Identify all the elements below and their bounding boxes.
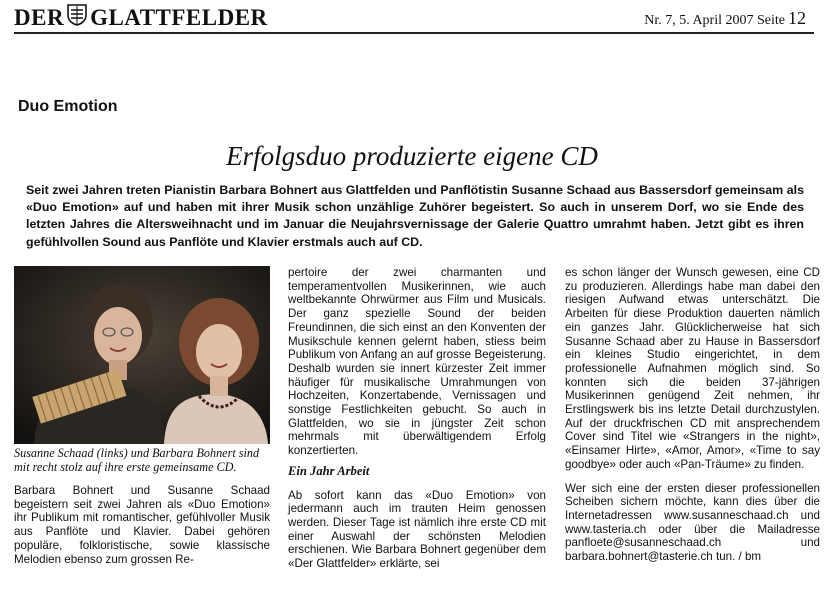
column-2 [288,266,546,578]
logo-word-glattfelder: GLATTFELDER [90,4,268,30]
subheading: Ein Jahr Arbeit [288,463,370,478]
column-3 [565,266,820,571]
issue-info [644,8,806,31]
body-paragraph: es schon länger der Wunsch gewesen, eine CD zu produzieren. Allerdings habe man dabei den riesigen Aufwand etwas unterschätzt. Die Arbeiten für diese Produktion dauerten nämlich ein ganzes Jahr. Glücklicherweise hat sich Susanne Schaad aber zu Hause in Bassersdorf ein kleines Studio eingerichtet, in dem professionelle Aufnahmen möglich sind. So konnten sich die beiden 37-jährigen Musikerinnen genügend Zeit nehmen, ihr Erstlingswerk bis ins letzte Detail durchzustylen. Auf der druckfrischen CD mit ansprechendem Cover sind Titel wie «Strangers in the night», «Einsamer Hirte», «Amor, Amor», «Time to say goodbye» oder auch «Pan-Träume» zu finden. [565,266,820,471]
column-1 [14,266,270,573]
lead-paragraph: Seit zwei Jahren treten Pianistin Barbara Bohnert aus Glattfelden und Panflötistin Susanne Schaad aus Bassersdorf gemeinsam als «Duo Emotion» auf und haben mit ihrer Musik schon unzählige Zuhörer begeistert. So auch in unserem Dorf, wo sie Ende des letzten Jahres die Altersweihnacht und im Januar die Neujahrsvernissage der Galerie Quattro umrahmt haben. Jetzt gibt es ihren gefühlvollen Sound aus Panflöte und Klavier erstmals auch auf CD. [26,183,804,249]
body-paragraph: Ab sofort kann das «Duo Emotion» von jedermann auch im trauten Heim genossen werden. Dieser Tage ist nämlich ihre erste CD mit einer Auswahl der schönsten Melodien erschienen. Wie Barbara Bohnert gegenüber dem «Der Glattfelder» erklärte, sei [288,488,546,571]
logo-word-der: DER [14,4,65,30]
duo-photo [14,266,270,444]
newspaper-logo [14,4,268,35]
body-paragraph: Barbara Bohnert und Susanne Schaad begeistern seit zwei Jahren als «Duo Emotion» ihr Publikum mit romantischer, gefühlvoller Musik aus Panflöte und Klavier. Dabei gehören populäre, folkloristische, sowie klassische Melodien ebenso zum grossen Re- [14,484,270,566]
masthead [14,4,814,30]
section-title: Duo Emotion [18,98,118,115]
page-number: 12 [788,8,806,28]
body-paragraph: pertoire der zwei charmanten und temperamentvollen Musikerinnen, wie auch weltbekannte Ohrwürmer aus Film und Musicals. Der ganz spezielle Sound der beiden Freundinnen, die sich einst an den Konventen der Musikschule kennen gelernt haben, stiess beim Publikum von Anfang an auf grosse Begeisterung. Deshalb wurden sie innert kürzester Zeit immer häufiger für musikalische Umrahmungen von Hochzeiten, Konzertabende, Vernissagen und sonstige Festlichkeiten gebucht. So auch in Glattfelden, wo sie in jüngster Zeit schon mehrmals mit überwältigendem Erfolg konzertierten. [288,266,546,458]
photo-caption: Susanne Schaad (links) und Barbara Bohnert sind mit recht stolz auf ihre erste gemeinsame CD. [14,446,260,474]
issue-date: Nr. 7, 5. April 2007 Seite [644,13,785,28]
coat-of-arms-icon [67,4,87,32]
headline: Erfolgsduo produzierte eigene CD [226,141,598,171]
masthead-rule [14,32,814,34]
body-paragraph: Wer sich eine der ersten dieser professionellen Scheiben sichern möchte, kann dies über die Internetadressen www.susanneschaad.ch und www.tasteria.ch oder über die Mailadresse panfloete@susanneschaad.ch und barbara.bohnert@tasterie.ch tun. / bm [565,481,820,564]
